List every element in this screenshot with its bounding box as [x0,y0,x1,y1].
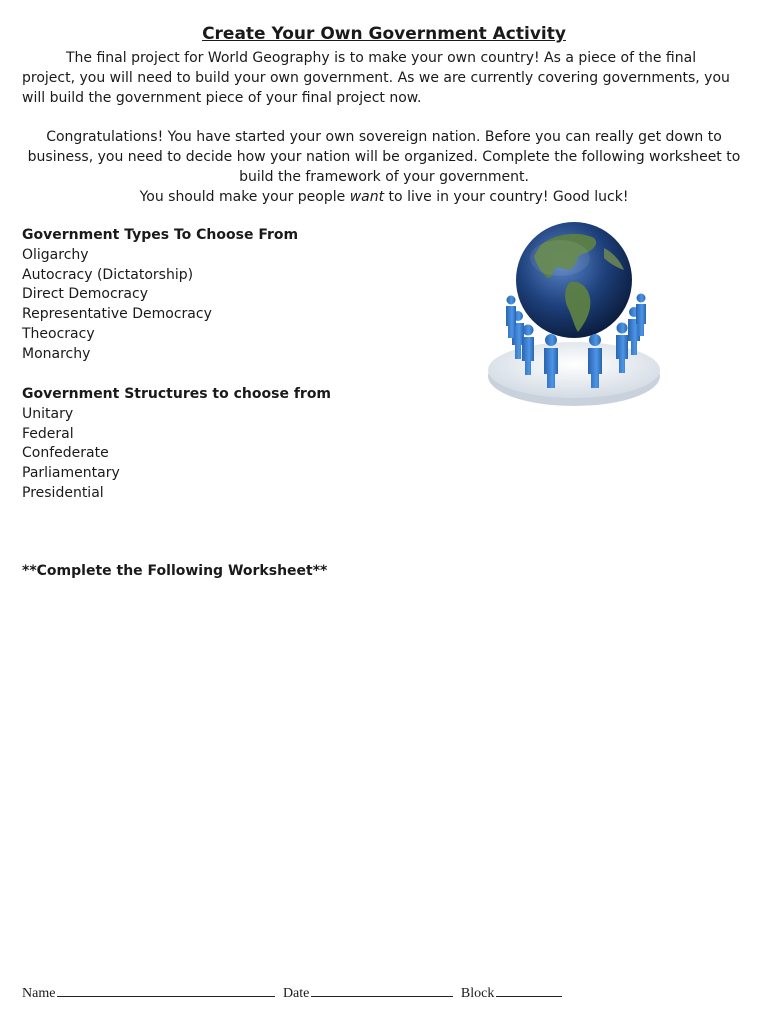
congrats-line2-after: to live in your country! Good luck! [384,189,629,205]
list-item: Oligarchy [22,246,89,263]
congrats-line2-before: You should make your people [139,189,350,205]
list-item: Federal [22,425,74,442]
congrats-text: Congratulations! You have started your own sovereign nation. Before you can really get down to business, you need to decide how your nation will be organized. Complete the following worksheet to build the framework of your government. [27,129,741,185]
list-item: Parliamentary [22,465,120,482]
block-field[interactable] [496,982,562,997]
list-item: Confederate [22,445,109,462]
date-field[interactable] [311,982,453,997]
congrats-emphasis: want [349,189,385,205]
list-item: Unitary [22,405,74,422]
government-types-heading: Government Types To Choose From [22,227,299,243]
name-label: Name [22,986,56,1001]
list-item: Theocracy [22,325,95,342]
date-label: Date [282,986,310,1001]
worksheet-instruction: **Complete the Following Worksheet** [22,563,328,579]
congrats-paragraph [22,127,746,207]
government-structures-list [22,385,462,504]
intro-paragraph [22,48,746,108]
list-item: Representative Democracy [22,306,212,323]
block-label: Block [460,986,495,1001]
list-item: Monarchy [22,345,91,362]
globe-with-people-icon [482,208,668,420]
intro-text: The final project for World Geography is to make your own country! As a piece of the final project, you will need to build your own government. As we are currently covering governments, you will build the government piece of your final project now. [22,50,730,106]
list-item: Presidential [22,484,104,501]
globe-illustration [482,208,668,420]
government-structures-heading: Government Structures to choose from [22,386,332,402]
page-title: Create Your Own Government Activity [202,24,566,44]
government-types-list [22,226,462,365]
name-field[interactable] [57,982,275,997]
list-item: Direct Democracy [22,286,148,303]
footer-fields [22,982,566,1002]
list-item: Autocracy (Dictatorship) [22,266,194,283]
